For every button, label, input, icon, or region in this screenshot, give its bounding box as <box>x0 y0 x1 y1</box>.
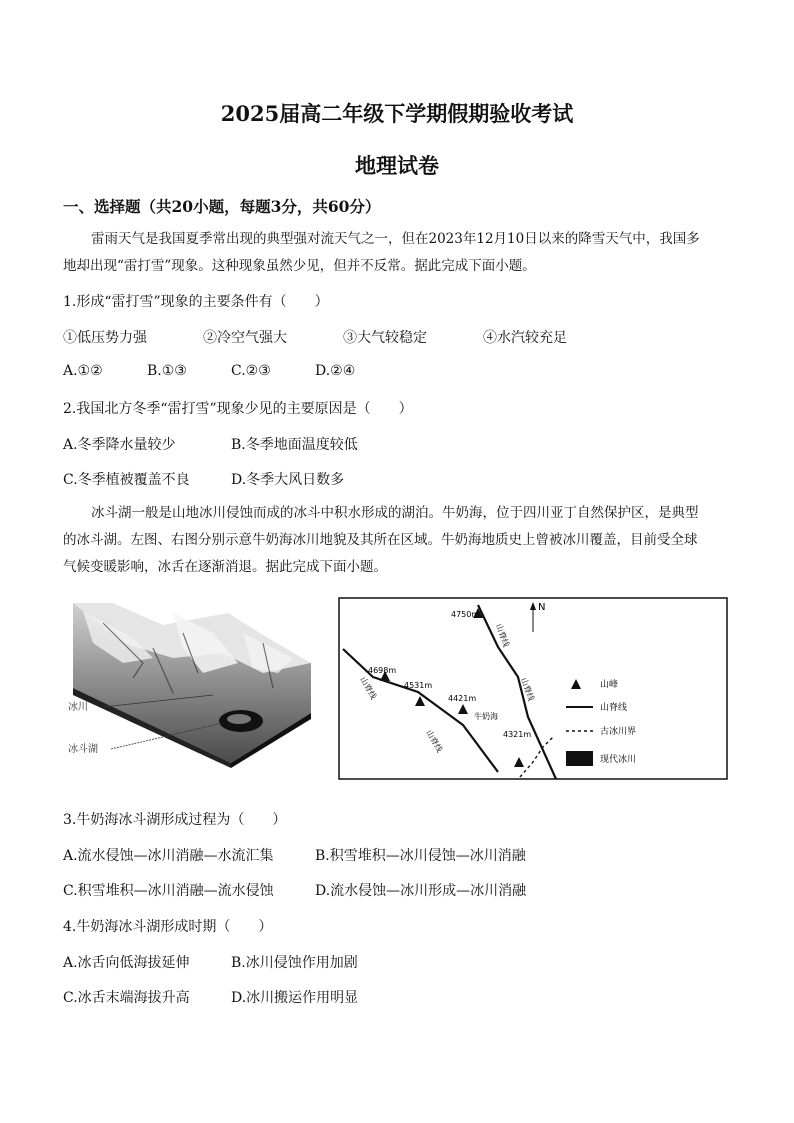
question-1-stem: 1.形成“雷打雪”现象的主要条件有（ ） <box>63 294 329 310</box>
peak-elevation: 4531m <box>404 681 433 690</box>
label-cirque-lake: 冰斗湖 <box>68 744 98 755</box>
q1-condition: ④水汽较充足 <box>483 330 567 346</box>
q1-option-c[interactable]: C.②③ <box>231 363 271 379</box>
passage-2 <box>63 500 733 581</box>
place-niunaihai: 牛奶海 <box>474 712 498 721</box>
passage-1 <box>63 226 733 280</box>
glacier-landform-figure <box>63 603 318 768</box>
legend-glacier-symbol <box>566 751 593 766</box>
q4-option-b[interactable]: B.冰川侵蚀作用加剧 <box>231 955 358 971</box>
legend-boundary-label: 古冰川界 <box>600 727 637 737</box>
q4-option-a[interactable]: A.冰舌向低海拔延伸 <box>63 955 190 971</box>
q1-condition: ③大气较稳定 <box>343 330 427 346</box>
q2-option-b[interactable]: B.冬季地面温度较低 <box>231 437 358 453</box>
ridge-label: 山脊线 <box>358 675 379 701</box>
legend-ridge-label: 山脊线 <box>600 703 628 713</box>
legend-glacier-label: 现代冰川 <box>600 755 637 765</box>
q1-condition: ②冷空气强大 <box>203 330 287 346</box>
q1-condition: ①低压势力强 <box>63 330 147 346</box>
passage-1-line-1: 雷雨天气是我国夏季常出现的典型强对流天气之一，但在2023年12月10日以来的降雪天气中，我国多 <box>91 231 700 247</box>
q3-option-b[interactable]: B.积雪堆积—冰川侵蚀—冰川消融 <box>315 848 526 864</box>
passage-2-line-1: 冰斗湖一般是山地冰川侵蚀而成的冰斗中积水形成的湖泊。牛奶海，位于四川亚丁自然保护区，是典型 <box>91 505 699 521</box>
q3-option-a[interactable]: A.流水侵蚀—冰川消融—水流汇集 <box>63 848 274 864</box>
question-4-stem: 4.牛奶海冰斗湖形成时期（ ） <box>63 919 273 935</box>
label-glacier: 冰川 <box>68 702 88 713</box>
q4-option-d[interactable]: D.冰川搬运作用明显 <box>231 990 359 1006</box>
peak-elevation: 4698m <box>368 666 397 675</box>
passage-2-line-3: 气候变暖影响，冰舌在逐渐消退。据此完成下面小题。 <box>63 559 387 575</box>
q1-option-b[interactable]: B.①③ <box>147 363 187 379</box>
q3-option-d[interactable]: D.流水侵蚀—冰川形成—冰川消融 <box>315 883 527 899</box>
q3-option-c[interactable]: C.积雪堆积—冰川消融—流水侵蚀 <box>63 883 274 899</box>
q1-option-d[interactable]: D.②④ <box>315 363 356 379</box>
passage-2-line-2: 的冰斗湖。左图、右图分别示意牛奶海冰川地貌及其所在区域。牛奶海地质史上曾被冰川覆盖，目前受全球 <box>63 532 698 548</box>
page-subtitle: 地理试卷 <box>355 153 439 178</box>
section-heading: 一、选择题（共20小题，每题3分，共60分） <box>63 197 381 216</box>
q4-option-c[interactable]: C.冰舌末端海拔升高 <box>63 990 190 1006</box>
legend-peak-label: 山峰 <box>600 680 619 690</box>
page-title: 2025届高二年级下学期假期验收考试 <box>220 101 574 126</box>
peak-elevation: 4321m <box>503 730 532 739</box>
passage-1-line-2: 地却出现“雷打雪”现象。这种现象虽然少见，但并不反常。据此完成下面小题。 <box>63 258 536 274</box>
ridge-label: 山脊线 <box>519 676 536 703</box>
q2-option-c[interactable]: C.冬季植被覆盖不良 <box>63 472 190 488</box>
peak-elevation: 4421m <box>448 694 477 703</box>
niunaihai-region-map <box>338 597 728 780</box>
q1-option-a[interactable]: A.①② <box>63 363 103 379</box>
question-3-stem: 3.牛奶海冰斗湖形成过程为（ ） <box>63 812 287 828</box>
q2-option-d[interactable]: D.冬季大风日数多 <box>231 472 345 488</box>
q2-option-a[interactable]: A.冬季降水量较少 <box>63 437 176 453</box>
peak-elevation: 4750m <box>451 610 480 619</box>
question-2-stem: 2.我国北方冬季“雷打雪”现象少见的主要原因是（ ） <box>63 401 413 417</box>
north-label: N <box>538 602 546 613</box>
ridge-label: 山脊线 <box>494 622 511 649</box>
ridge-label: 山脊线 <box>424 728 445 754</box>
